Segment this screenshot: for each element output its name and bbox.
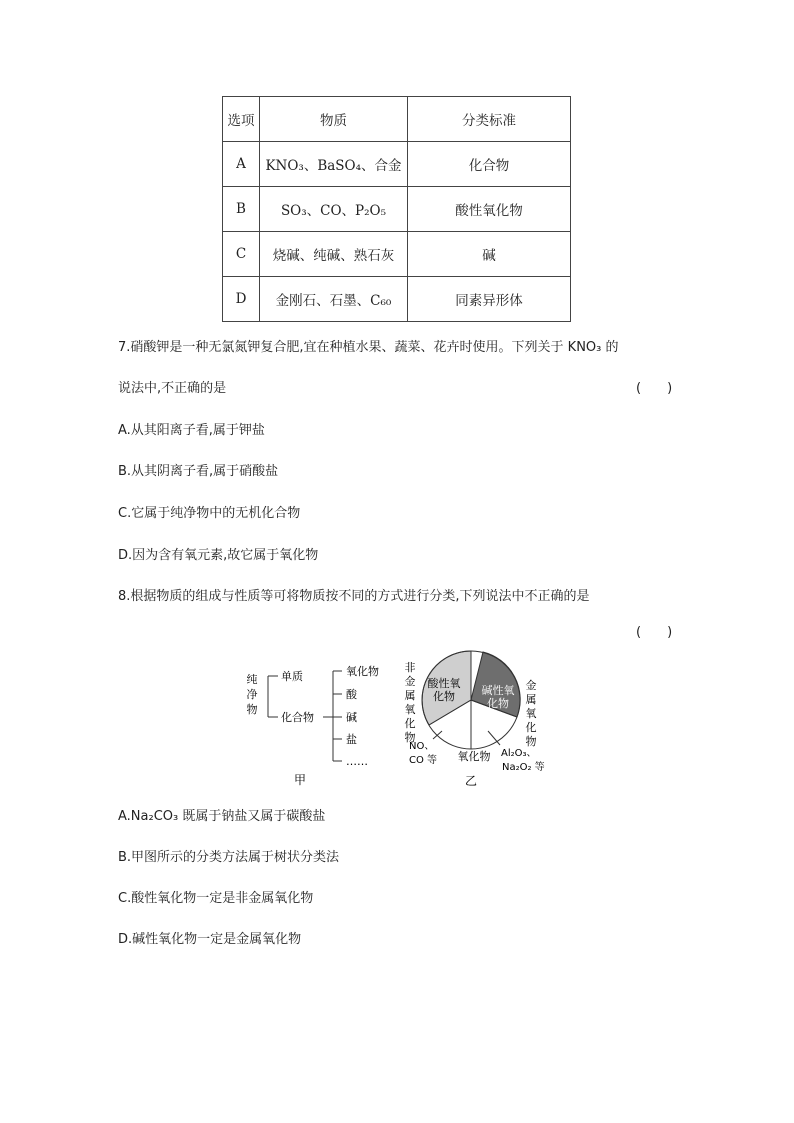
tree-root-char3: 物 (246, 703, 258, 716)
cell-standard: 同素异形体 (408, 277, 571, 322)
cell-standard: 化合物 (408, 142, 571, 187)
svg-text:属: 属 (404, 689, 416, 702)
cell-option: B (223, 187, 260, 232)
cell-standard: 碱 (408, 232, 571, 277)
q8-option-a: A.Na₂CO₃ 既属于钠盐又属于碳酸盐 (118, 809, 326, 824)
table-row (223, 187, 571, 232)
q7-answer-paren: ( ) (636, 381, 673, 396)
tree-leaf-oxide: 氧化物 (346, 665, 379, 678)
cell-option: D (223, 277, 260, 322)
q7-stem-line2: 说法中,不正确的是 (118, 381, 227, 396)
q8-answer-paren: ( ) (636, 625, 673, 640)
basic-label-line1: 碱性氧 (481, 684, 515, 697)
tree-root-char2: 净 (246, 688, 258, 701)
svg-text:氧: 氧 (525, 707, 537, 720)
right-example-line2: Na₂O₂ 等 (502, 762, 545, 773)
oxide-center-label: 氧化物 (457, 750, 491, 763)
tree-branch-single: 单质 (281, 670, 303, 683)
svg-text:化: 化 (404, 717, 416, 730)
cell-option: C (223, 232, 260, 277)
header-option: 选项 (223, 97, 260, 142)
tree-leaf-ellipsis: …… (346, 755, 368, 768)
basic-label-line2: 化物 (487, 697, 509, 710)
tree-leaf-base: 碱 (346, 711, 357, 724)
q8-option-c: C.酸性氧化物一定是非金属氧化物 (118, 891, 314, 906)
left-example-line2: CO 等 (409, 755, 438, 766)
table-header-row (223, 97, 571, 142)
table-row (223, 142, 571, 187)
left-example-line1: NO、 (409, 741, 435, 752)
svg-text:属: 属 (525, 693, 537, 706)
svg-text:物: 物 (525, 735, 537, 748)
tree-diagram-jia (240, 660, 390, 790)
figure-caption-jia: 甲 (293, 773, 307, 787)
q7-stem-line1: 7.硝酸钾是一种无氯氮钾复合肥,宜在种植水果、蔬菜、花卉时使用。下列关于 KNO₃ 的 (118, 340, 619, 355)
table-row (223, 232, 571, 277)
tree-root-char1: 纯 (246, 673, 258, 686)
figure-caption-yi: 乙 (464, 774, 478, 788)
svg-text:氧: 氧 (404, 703, 416, 716)
cell-substance: 金刚石、石墨、C₆₀ (260, 277, 408, 322)
q7-option-b: B.从其阴离子看,属于硝酸盐 (118, 464, 279, 479)
svg-text:化: 化 (525, 721, 537, 734)
cell-substance: SO₃、CO、P₂O₅ (260, 187, 408, 232)
acidic-label-line1: 酸性氧 (427, 677, 461, 690)
tree-leaf-acid: 酸 (346, 688, 357, 701)
header-standard: 分类标准 (408, 97, 571, 142)
right-example-line1: Al₂O₃、 (501, 748, 537, 759)
svg-text:物: 物 (404, 731, 416, 744)
svg-text:非: 非 (404, 661, 416, 674)
header-substance: 物质 (260, 97, 408, 142)
cell-substance: KNO₃、BaSO₄、合金 (260, 142, 408, 187)
metal-oxide-label (526, 678, 537, 748)
q8-option-d: D.碱性氧化物一定是金属氧化物 (118, 932, 302, 947)
cell-standard: 酸性氧化物 (408, 187, 571, 232)
q7-option-c: C.它属于纯净物中的无机化合物 (118, 506, 301, 521)
tree-branch-compound: 化合物 (281, 711, 314, 724)
cross-diagram-yi (400, 645, 560, 790)
q8-option-b: B.甲图所示的分类方法属于树状分类法 (118, 850, 340, 865)
q7-option-d: D.因为含有氧元素,故它属于氧化物 (118, 548, 319, 563)
options-table (222, 96, 571, 322)
svg-text:金: 金 (525, 679, 537, 692)
cell-option: A (223, 142, 260, 187)
q7-option-a: A.从其阳离子看,属于钾盐 (118, 423, 265, 438)
table-row (223, 277, 571, 322)
nonmetal-oxide-label (405, 660, 416, 744)
svg-text:金: 金 (404, 675, 416, 688)
cell-substance: 烧碱、纯碱、熟石灰 (260, 232, 408, 277)
tree-leaf-salt: 盐 (346, 733, 357, 746)
acidic-label-line2: 化物 (433, 690, 455, 703)
q8-stem: 8.根据物质的组成与性质等可将物质按不同的方式进行分类,下列说法中不正确的是 (118, 589, 590, 604)
